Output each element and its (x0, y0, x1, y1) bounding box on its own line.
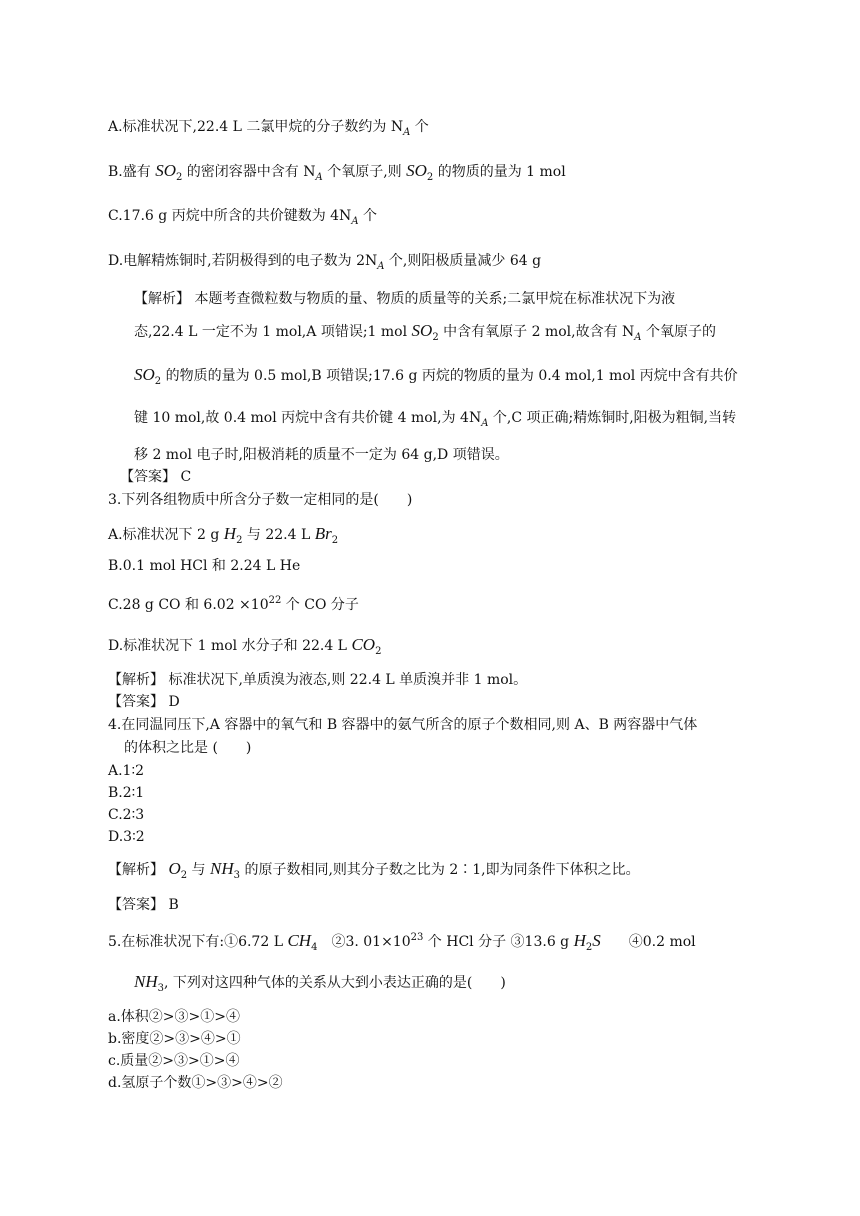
q3-stem: 3.下列各组物质中所含分子数一定相同的是( ) (108, 492, 413, 508)
q5-stem-line-2: $NH_3$, 下列对这四种气体的关系从大到小表达正确的是( ) (134, 972, 506, 994)
q2-option-a: A.标准状况下,22.4 L 二氯甲烷的分子数约为 $N_A$ 个 (108, 119, 429, 138)
q4-option-a: A.1∶2 (108, 763, 145, 779)
q2-analysis-line-4: 键 10 mol,故 0.4 mol 丙烷中含有共价键 4 mol,为 $4N_A$ 个,C 项正确;精炼铜时,阳极为粗铜,当转 (134, 410, 737, 429)
q2-option-d: D.电解精炼铜时,若阴极得到的电子数为 $2N_A$ 个,则阳极质量减少 64 g (108, 253, 542, 272)
q5-stem-line-1: 5.在标准状况下有:①6.72 L $CH_4$ ②3. $01\times 10^{23}$ 个 HCl 分子 ③13.6 g $H_2S$ ④0.2 mol (108, 931, 696, 953)
q4-stem-line-2: 的体积之比是 ( ) (124, 740, 252, 756)
q5-option-b: b.密度②>③>④>① (108, 1031, 241, 1047)
q4-answer: 【答案】 B (108, 897, 179, 913)
q2-option-c: C.17.6 g 丙烷中所含的共价键数为 $4N_A$ 个 (108, 208, 377, 227)
q2-analysis-line-2: 态,22.4 L 一定不为 1 mol,A 项错误;1 mol $SO_2$ 中含有氧原子 2 mol,故含有 $N_A$ 个氧原子的 (134, 321, 716, 343)
q2-answer: 【答案】 C (120, 469, 192, 485)
q3-answer: 【答案】 D (108, 694, 180, 710)
q5-option-c: c.质量②>③>①>④ (108, 1053, 240, 1069)
q3-option-b: B.0.1 mol HCl 和 2.24 L He (108, 558, 301, 574)
q3-option-a: A.标准状况下 2 g $H_2$ 与 22.4 L $Br_2$ (108, 524, 339, 546)
q3-analysis: 【解析】 标准状况下,单质溴为液态,则 22.4 L 单质溴并非 1 mol。 (108, 672, 528, 688)
q2-option-b: B.盛有 $SO_2$ 的密闭容器中含有 $N_A$ 个氧原子,则 $SO_2$ 的物质的量为 1 mol (108, 161, 566, 183)
q4-option-c: C.2∶3 (108, 807, 145, 823)
q5-option-d: d.氢原子个数①>③>④>② (108, 1075, 283, 1091)
q3-option-d: D.标准状况下 1 mol 水分子和 22.4 L $CO_2$ (108, 635, 382, 657)
q3-option-c: C.28 g CO 和 $6.02 \times 10^{22}$ 个 CO 分子 (108, 595, 359, 613)
q4-analysis: 【解析】 $O_2$ 与 $NH_3$ 的原子数相同,则其分子数之比为 2∶1,即为同条件下体积之比。 (108, 859, 640, 881)
q2-analysis-line-3: $SO_2$ 的物质的量为 0.5 mol,B 项错误;17.6 g 丙烷的物质的量为 0.4 mol,1 mol 丙烷中含有共价 (134, 365, 738, 387)
q4-stem-line-1: 4.在同温同压下,A 容器中的氧气和 B 容器中的氨气所含的原子个数相同,则 A、B 两容器中气体 (108, 717, 698, 733)
q2-analysis-line-5: 移 2 mol 电子时,阳极消耗的质量不一定为 64 g,D 项错误。 (134, 447, 509, 463)
q4-option-b: B.2∶1 (108, 785, 145, 801)
q5-option-a: a.体积②>③>①>④ (108, 1009, 240, 1025)
q2-analysis-line-1: 【解析】 本题考查微粒数与物质的量、物质的质量等的关系;二氯甲烷在标准状况下为液 (134, 291, 676, 307)
q4-option-d: D.3∶2 (108, 829, 145, 845)
